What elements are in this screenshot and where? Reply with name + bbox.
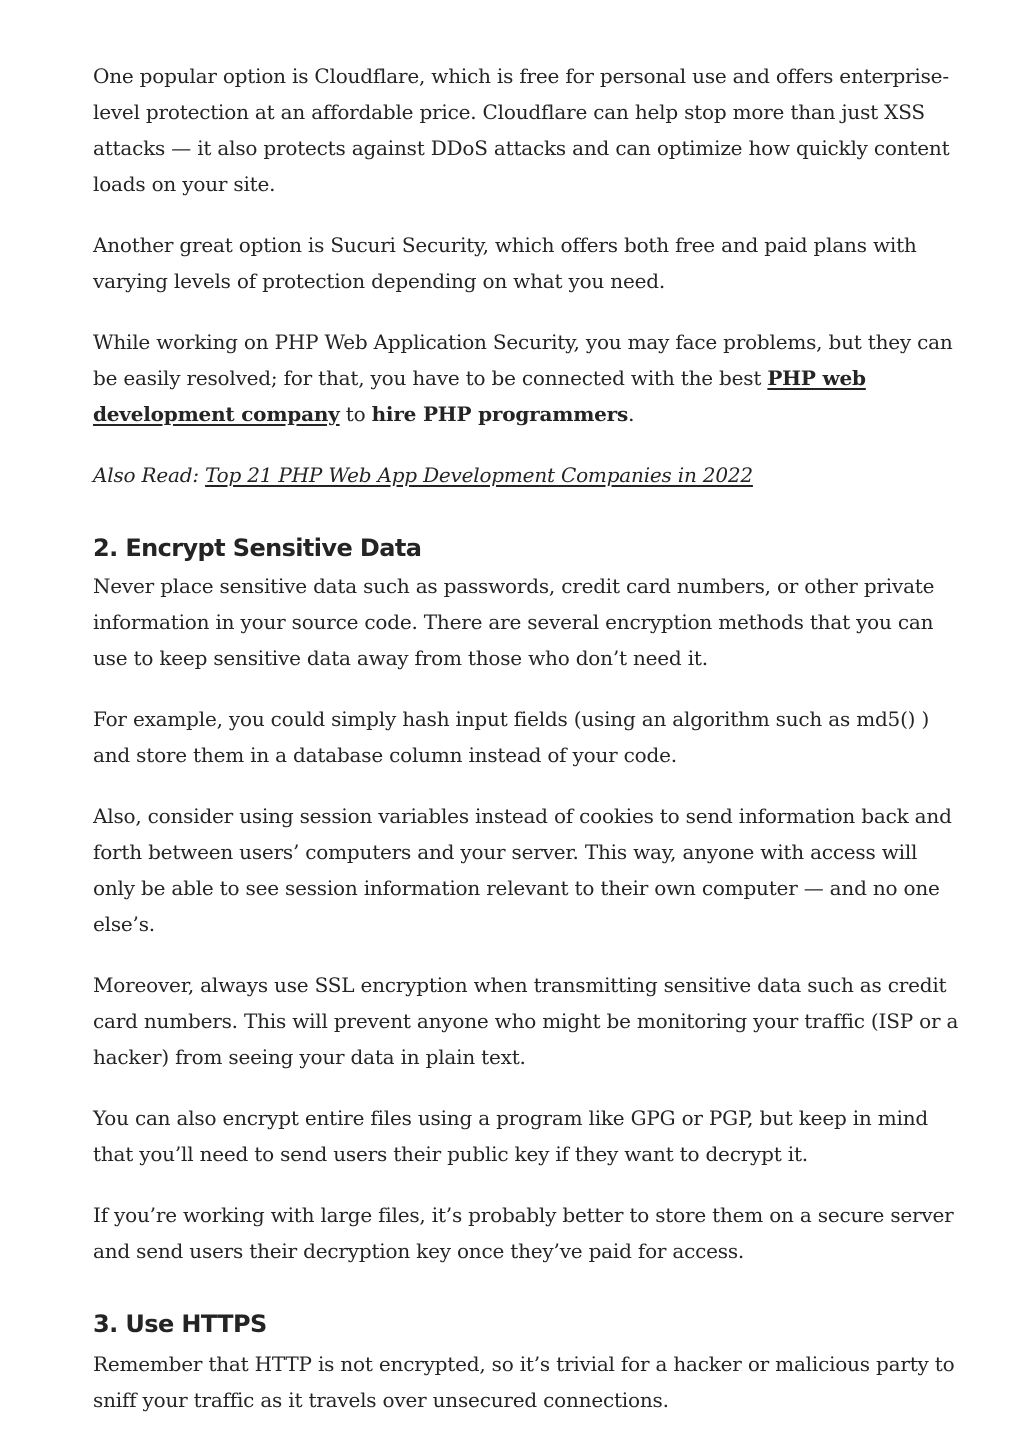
paragraph-php-end-text: . <box>628 402 635 426</box>
article-body <box>93 58 959 1418</box>
also-read-link[interactable]: Top 21 PHP Web App Development Companies in 2022 <box>205 463 753 487</box>
paragraph-sucuri: Another great option is Sucuri Security, which offers both free and paid plans with varying levels of protection depending on what you need. <box>93 233 917 293</box>
hire-php-programmers-text: hire PHP programmers <box>371 402 629 426</box>
paragraph-cloudflare: One popular option is Cloudflare, which is free for personal use and offers enterprise-level protection at an affordable price. Cloudflare can help stop more than just XSS attacks — it also protects against DDoS attacks and can optimize how quickly content loads on your site. <box>93 64 950 196</box>
section2-paragraph: Moreover, always use SSL encryption when transmitting sensitive data such as credit card numbers. This will prevent anyone who might be monitoring your traffic (ISP or a hacker) from seeing your data in plain text. <box>93 973 959 1069</box>
section2-paragraph: If you’re working with large files, it’s probably better to store them on a secure server and send users their decryption key once they’ve paid for access. <box>93 1203 954 1263</box>
section2-paragraph: For example, you could simply hash input fields (using an algorithm such as md5() ) and store them in a database column instead of your code. <box>93 707 930 767</box>
section2-paragraph: Also, consider using session variables instead of cookies to send information back and forth between users’ computers and your server. This way, anyone with access will only be able to see session information relevant to their own computer — and no one else’s. <box>93 804 952 936</box>
paragraph-php-security <box>93 324 959 432</box>
section2-paragraph: You can also encrypt entire files using a program like GPG or PGP, but keep in mind that you’ll need to send users their public key if they want to decrypt it. <box>93 1106 928 1166</box>
also-read-callout <box>93 457 959 493</box>
section3-paragraph: Remember that HTTP is not encrypted, so it’s trivial for a hacker or malicious party to sniff your traffic as it travels over unsecured connections. <box>93 1352 955 1412</box>
php-web-development-company-link[interactable]: PHP web development company <box>93 366 866 426</box>
also-read-label: Also Read: <box>93 463 206 487</box>
paragraph-php-intro-text: While working on PHP Web Application Security, you may face problems, but they can be easily resolved; for that, you have to be connected with the best <box>93 330 953 390</box>
section2-paragraph: Never place sensitive data such as passwords, credit card numbers, or other private information in your source code. There are several encryption methods that you can use to keep sensitive data away from those who don’t need it. <box>93 574 935 670</box>
section-heading-encrypt-sensitive-data: 2. Encrypt Sensitive Data <box>93 534 422 562</box>
paragraph-php-to-text: to <box>339 402 372 426</box>
section-heading-use-https: 3. Use HTTPS <box>93 1310 267 1338</box>
